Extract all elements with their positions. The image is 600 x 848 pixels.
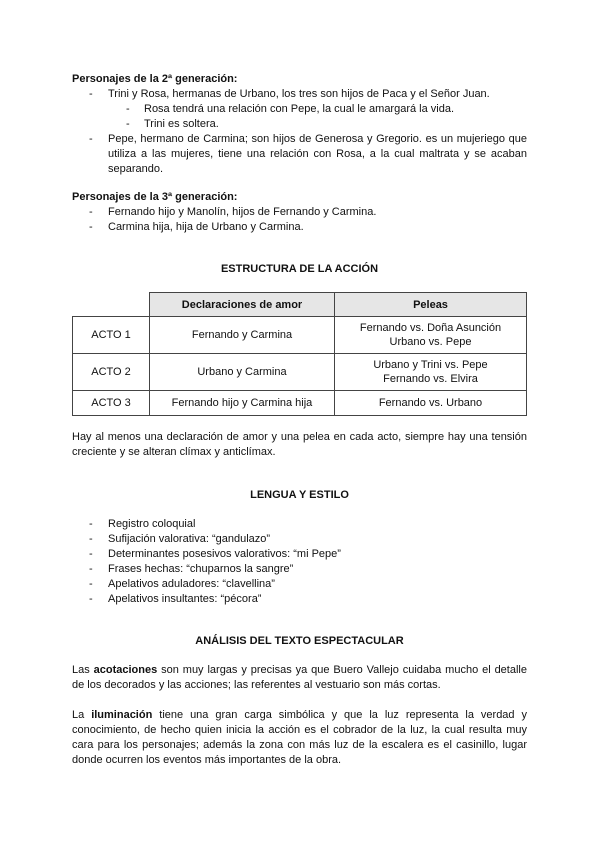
fight-line: Urbano vs. Pepe <box>389 336 472 348</box>
list-item: - Apelativos aduladores: “clavellina” <box>72 577 527 592</box>
text-run: Las <box>72 664 94 676</box>
list-item: - Frases hechas: “chuparnos la sangre” <box>72 562 527 577</box>
fight-line: Fernando vs. Elvira <box>383 373 478 385</box>
fight-line: Fernando vs. Doña Asunción <box>359 322 502 334</box>
list-item: - Pepe, hermano de Carmina; son hijos de Generosa y Gregorio. es un mujeriego que utiliza a las mujeres, tiene una relación con Rosa, a la cual maltrata y se acaban separando. <box>72 132 527 177</box>
act-cell: ACTO 1 <box>73 317 150 354</box>
list-item: - Carmina hija, hija de Urbano y Carmina. <box>72 220 527 235</box>
keyword-acotaciones: acotaciones <box>93 664 158 676</box>
fights-cell <box>335 354 527 391</box>
act-cell: ACTO 3 <box>73 391 150 416</box>
gen3-list <box>72 205 527 235</box>
list-item: - Apelativos insultantes: “pécora” <box>72 592 527 607</box>
act-cell: ACTO 2 <box>73 354 150 391</box>
analisis-paragraph-1 <box>72 663 527 693</box>
fight-line: Fernando vs. Urbano <box>378 397 483 409</box>
fights-cell <box>335 391 527 416</box>
lengua-title: LENGUA Y ESTILO <box>250 489 349 501</box>
keyword-iluminacion: iluminación <box>91 709 153 721</box>
love-cell: Urbano y Carmina <box>150 354 335 391</box>
structure-title: ESTRUCTURA DE LA ACCIÓN <box>220 263 379 275</box>
table-corner <box>73 293 150 317</box>
analisis-title: ANÁLISIS DEL TEXTO ESPECTACULAR <box>195 635 404 647</box>
list-item: - Fernando hijo y Manolín, hijos de Fernando y Carmina. <box>72 205 527 220</box>
list-item: - Determinantes posesivos valorativos: “mi Pepe” <box>72 547 527 562</box>
love-cell: Fernando hijo y Carmina hija <box>150 391 335 416</box>
table-row <box>73 317 527 354</box>
gen3-heading: Personajes de la 3ª generación: <box>72 191 238 203</box>
gen2-list <box>72 87 527 177</box>
list-item: - Registro coloquial <box>72 517 527 532</box>
text-run: tiene una gran carga simbólica y que la luz representa la verdad y conocimiento, de hecho quien inicia la acción es el cobrador de la luz, la cual resulta muy cara para los personajes; además la zona con más luz de la escalera es el casinillo, lugar donde ocurren los eventos más importantes de la obra. <box>72 709 527 766</box>
text-run: son muy largas y precisas ya que Buero Vallejo cuidaba mucho el detalle de los decorados y las acciones; las referentes al vestuario son más cortas. <box>72 664 527 691</box>
gen2-section <box>72 72 527 177</box>
lengua-list <box>72 517 527 607</box>
table-header-row <box>73 293 527 317</box>
love-cell: Fernando y Carmina <box>150 317 335 354</box>
structure-table <box>72 292 527 416</box>
list-item: - Sufijación valorativa: “gandulazo” <box>72 532 527 547</box>
list-item: - Trini y Rosa, hermanas de Urbano, los tres son hijos de Paca y el Señor Juan. <box>72 87 527 102</box>
gen3-section <box>72 190 527 235</box>
lengua-section <box>72 517 527 607</box>
fight-line: Urbano y Trini vs. Pepe <box>373 359 488 371</box>
structure-note: Hay al menos una declaración de amor y una pelea en cada acto, siempre hay una tensión creciente y se alteran clímax y anticlímax. <box>72 431 527 458</box>
fights-cell <box>335 317 527 354</box>
column-header-fights: Peleas <box>335 293 527 317</box>
analisis-paragraph-2 <box>72 708 527 768</box>
text-run: La <box>72 709 92 721</box>
gen2-heading: Personajes de la 2ª generación: <box>72 73 238 85</box>
list-item: - Trini es soltera. <box>72 117 527 132</box>
column-header-love: Declaraciones de amor <box>150 293 335 317</box>
table-row <box>73 391 527 416</box>
table-row <box>73 354 527 391</box>
list-item: - Rosa tendrá una relación con Pepe, la cual le amargará la vida. <box>72 102 527 117</box>
